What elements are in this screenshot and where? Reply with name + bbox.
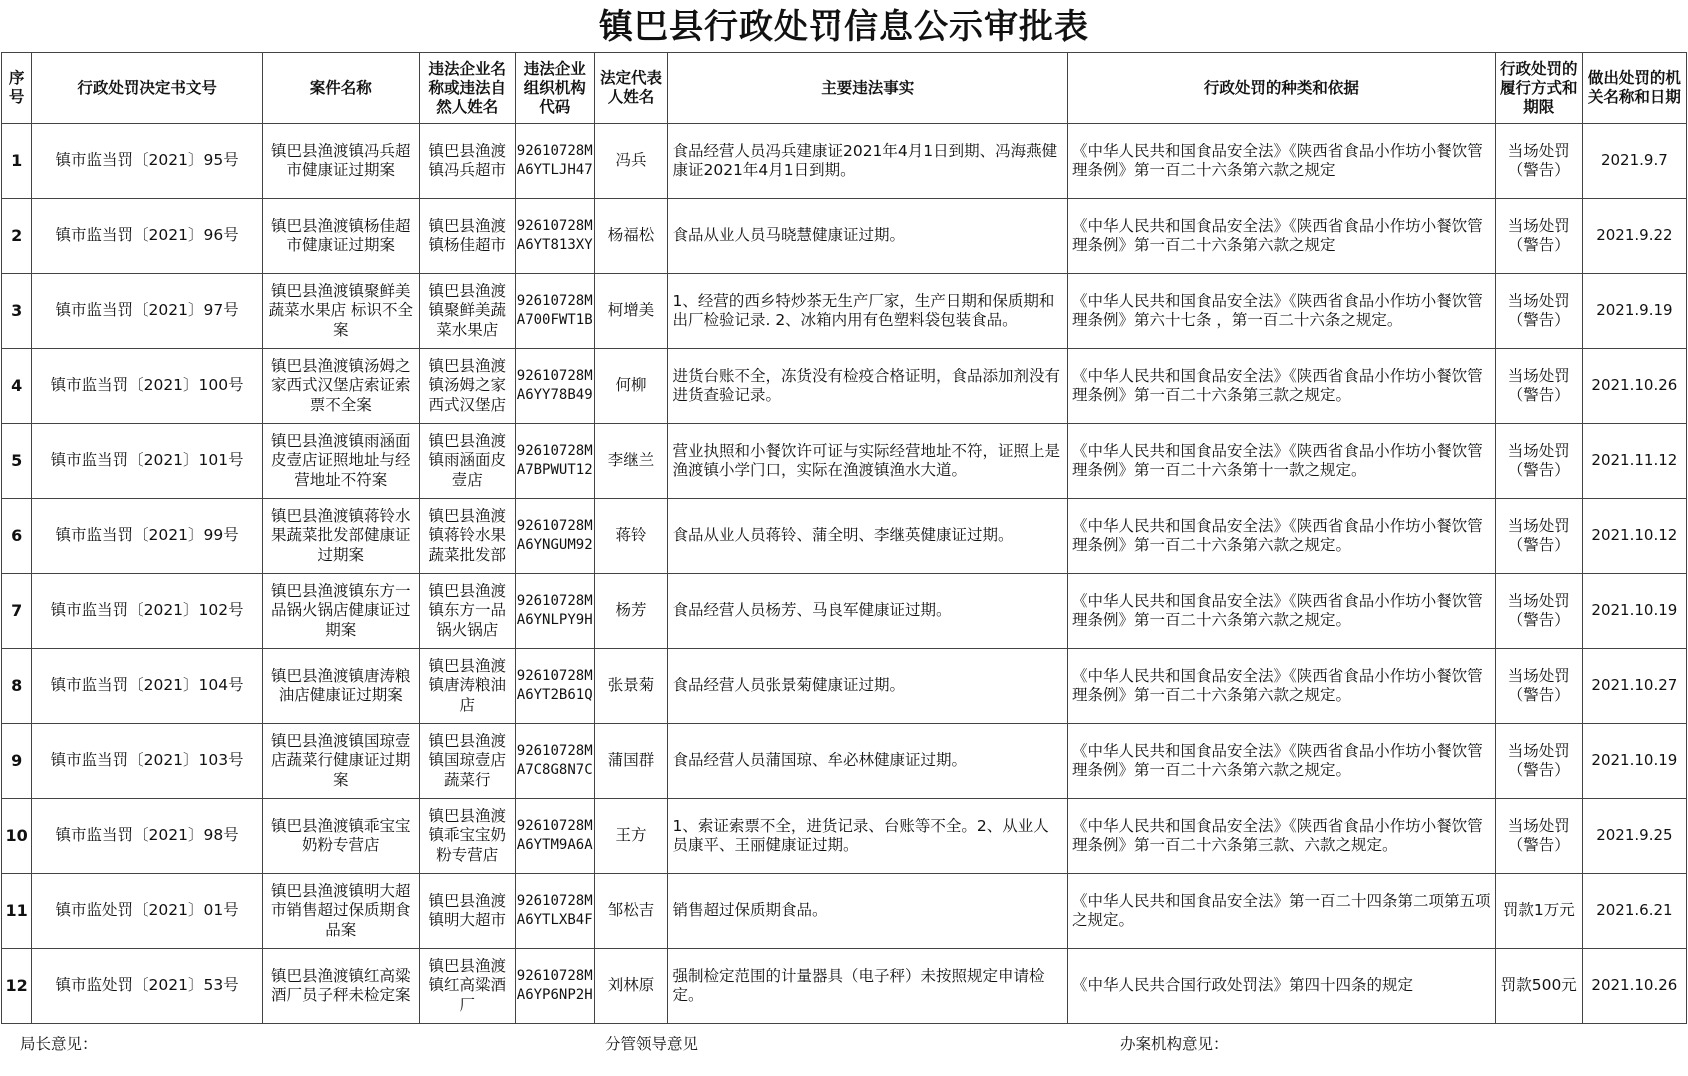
- cell-seq: 4: [2, 349, 32, 424]
- cell-seq: 9: [2, 724, 32, 799]
- cell-org-code: 92610728MA6YTLJH47: [515, 124, 594, 199]
- cell-legal-rep: 杨福松: [594, 199, 668, 274]
- cell-facts: 食品经营人员蒲国琼、牟必林健康证过期。: [668, 724, 1068, 799]
- cell-case-name: 镇巴县渔渡镇唐涛粮油店健康证过期案: [262, 649, 419, 724]
- cell-doc-no: 镇市监当罚〔2021〕95号: [32, 124, 263, 199]
- cell-facts: 强制检定范围的计量器具（电子秤）未按照规定申请检定。: [668, 949, 1068, 1024]
- cell-basis: 《中华人民共和国食品安全法》《陕西省食品小作坊小餐饮管理条例》第一百二十六条第六款之规定。: [1067, 724, 1495, 799]
- cell-case-name: 镇巴县渔渡镇蒋铃水果蔬菜批发部健康证过期案: [262, 499, 419, 574]
- cell-party-name: 镇巴县渔渡镇蒋铃水果蔬菜批发部: [419, 499, 515, 574]
- cell-basis: 《中华人民共和国食品安全法》《陕西省食品小作坊小餐饮管理条例》第六十七条 ，第一百二十六条之规定。: [1067, 274, 1495, 349]
- cell-method: 当场处罚（警告）: [1495, 424, 1582, 499]
- cell-seq: 8: [2, 649, 32, 724]
- cell-doc-no: 镇市监当罚〔2021〕98号: [32, 799, 263, 874]
- cell-date: 2021.11.12: [1582, 424, 1686, 499]
- cell-method: 罚款1万元: [1495, 874, 1582, 949]
- cell-doc-no: 镇市监处罚〔2021〕01号: [32, 874, 263, 949]
- cell-case-name: 镇巴县渔渡镇雨涵面皮壹店证照地址与经营地址不符案: [262, 424, 419, 499]
- cell-legal-rep: 邹松吉: [594, 874, 668, 949]
- cell-case-name: 镇巴县渔渡镇乖宝宝奶粉专营店: [262, 799, 419, 874]
- cell-date: 2021.9.19: [1582, 274, 1686, 349]
- header-authority-date: 做出处罚的机关名称和日期: [1582, 53, 1686, 124]
- penalty-table: [1, 52, 1687, 1024]
- cell-case-name: 镇巴县渔渡镇汤姆之家西式汉堡店索证索票不全案: [262, 349, 419, 424]
- table-row: [2, 799, 1687, 874]
- cell-org-code: 92610728MA6YNGUM92: [515, 499, 594, 574]
- cell-party-name: 镇巴县渔渡镇雨涵面皮壹店: [419, 424, 515, 499]
- cell-org-code: 92610728MA6YTLXB4F: [515, 874, 594, 949]
- cell-seq: 7: [2, 574, 32, 649]
- cell-org-code: 92610728MA7C8G8N7C: [515, 724, 594, 799]
- table-row: [2, 424, 1687, 499]
- cell-basis: 《中华人民共和国食品安全法》《陕西省食品小作坊小餐饮管理条例》第一百二十六条第六款之规定。: [1067, 499, 1495, 574]
- cell-date: 2021.10.26: [1582, 949, 1686, 1024]
- table-row: [2, 499, 1687, 574]
- cell-seq: 2: [2, 199, 32, 274]
- cell-party-name: 镇巴县渔渡镇汤姆之家西式汉堡店: [419, 349, 515, 424]
- cell-facts: 食品经营人员杨芳、马良军健康证过期。: [668, 574, 1068, 649]
- cell-legal-rep: 李继兰: [594, 424, 668, 499]
- cell-date: 2021.6.21: [1582, 874, 1686, 949]
- cell-basis: 《中华人民共和国食品安全法》《陕西省食品小作坊小餐饮管理条例》第一百二十六条第六款之规定: [1067, 199, 1495, 274]
- table-row: [2, 349, 1687, 424]
- table-row: [2, 649, 1687, 724]
- cell-org-code: 92610728MA6YT2B61Q: [515, 649, 594, 724]
- director-opinion-label: 局长意见：: [20, 1035, 98, 1053]
- cell-legal-rep: 柯增美: [594, 274, 668, 349]
- header-legal-rep: 法定代表人姓名: [594, 53, 668, 124]
- header-row: [2, 53, 1687, 124]
- cell-method: 当场处罚（警告）: [1495, 724, 1582, 799]
- cell-doc-no: 镇市监当罚〔2021〕103号: [32, 724, 263, 799]
- cell-seq: 10: [2, 799, 32, 874]
- cell-case-name: 镇巴县渔渡镇聚鲜美蔬菜水果店 标识不全案: [262, 274, 419, 349]
- cell-basis: 《中华人民共和国食品安全法》《陕西省食品小作坊小餐饮管理条例》第一百二十六条第六款之规定。: [1067, 649, 1495, 724]
- table-row: [2, 949, 1687, 1024]
- cell-doc-no: 镇市监当罚〔2021〕101号: [32, 424, 263, 499]
- header-org-code: 违法企业组织机构代码: [515, 53, 594, 124]
- cell-legal-rep: 冯兵: [594, 124, 668, 199]
- cell-method: 当场处罚（警告）: [1495, 799, 1582, 874]
- cell-facts: 食品经营人员冯兵建康证2021年4月1日到期、冯海燕健康证2021年4月1日到期。: [668, 124, 1068, 199]
- table-row: [2, 874, 1687, 949]
- cell-basis: 《中华人民共和国食品安全法》《陕西省食品小作坊小餐饮管理条例》第一百二十六条第十一款之规定。: [1067, 424, 1495, 499]
- cell-date: 2021.10.19: [1582, 574, 1686, 649]
- cell-case-name: 镇巴县渔渡镇明大超市销售超过保质期食品案: [262, 874, 419, 949]
- cell-party-name: 镇巴县渔渡镇东方一品锅火锅店: [419, 574, 515, 649]
- cell-legal-rep: 张景菊: [594, 649, 668, 724]
- cell-method: 当场处罚（警告）: [1495, 199, 1582, 274]
- cell-org-code: 92610728MA6YY78B49: [515, 349, 594, 424]
- cell-party-name: 镇巴县渔渡镇明大超市: [419, 874, 515, 949]
- cell-method: 当场处罚（警告）: [1495, 574, 1582, 649]
- cell-legal-rep: 何柳: [594, 349, 668, 424]
- cell-party-name: 镇巴县渔渡镇杨佳超市: [419, 199, 515, 274]
- cell-party-name: 镇巴县渔渡镇国琼壹店蔬菜行: [419, 724, 515, 799]
- cell-doc-no: 镇市监当罚〔2021〕100号: [32, 349, 263, 424]
- cell-party-name: 镇巴县渔渡镇乖宝宝奶粉专营店: [419, 799, 515, 874]
- header-seq: 序号: [2, 53, 32, 124]
- cell-basis: 《中华人民共和国食品安全法》《陕西省食品小作坊小餐饮管理条例》第一百二十六条第六款之规定。: [1067, 574, 1495, 649]
- cell-date: 2021.10.26: [1582, 349, 1686, 424]
- cell-legal-rep: 蒋铃: [594, 499, 668, 574]
- cell-legal-rep: 刘林原: [594, 949, 668, 1024]
- header-basis: 行政处罚的种类和依据: [1067, 53, 1495, 124]
- cell-basis: 《中华人民共和国食品安全法》第一百二十四条第二项第五项之规定。: [1067, 874, 1495, 949]
- cell-case-name: 镇巴县渔渡镇国琼壹店蔬菜行健康证过期案: [262, 724, 419, 799]
- cell-party-name: 镇巴县渔渡镇冯兵超市: [419, 124, 515, 199]
- cell-case-name: 镇巴县渔渡镇冯兵超市健康证过期案: [262, 124, 419, 199]
- cell-method: 当场处罚（警告）: [1495, 649, 1582, 724]
- table-row: [2, 124, 1687, 199]
- cell-facts: 食品从业人员蒋铃、蒲全明、李继英健康证过期。: [668, 499, 1068, 574]
- cell-doc-no: 镇市监当罚〔2021〕97号: [32, 274, 263, 349]
- cell-facts: 食品经营人员张景菊健康证过期。: [668, 649, 1068, 724]
- cell-seq: 3: [2, 274, 32, 349]
- cell-method: 罚款500元: [1495, 949, 1582, 1024]
- cell-facts: 1、索证索票不全，进货记录、台账等不全。2、从业人员康平、王丽健康证过期。: [668, 799, 1068, 874]
- cell-date: 2021.9.7: [1582, 124, 1686, 199]
- cell-party-name: 镇巴县渔渡镇聚鲜美蔬菜水果店: [419, 274, 515, 349]
- cell-party-name: 镇巴县渔渡镇唐涛粮油店: [419, 649, 515, 724]
- cell-legal-rep: 蒲国群: [594, 724, 668, 799]
- cell-doc-no: 镇市监当罚〔2021〕99号: [32, 499, 263, 574]
- cell-basis: 《中华人民共和国食品安全法》《陕西省食品小作坊小餐饮管理条例》第一百二十六条第三款之规定。: [1067, 349, 1495, 424]
- cell-seq: 12: [2, 949, 32, 1024]
- cell-org-code: 92610728MA6YP6NP2H: [515, 949, 594, 1024]
- cell-facts: 销售超过保质期食品。: [668, 874, 1068, 949]
- cell-org-code: 92610728MA700FWT1B: [515, 274, 594, 349]
- cell-basis: 《中华人民共合国行政处罚法》第四十四条的规定: [1067, 949, 1495, 1024]
- cell-method: 当场处罚（警告）: [1495, 349, 1582, 424]
- table-row: [2, 274, 1687, 349]
- cell-date: 2021.10.27: [1582, 649, 1686, 724]
- table-row: [2, 724, 1687, 799]
- header-party-name: 违法企业名称或违法自然人姓名: [419, 53, 515, 124]
- table-row: [2, 199, 1687, 274]
- cell-org-code: 92610728MA6YNLPY9H: [515, 574, 594, 649]
- office-opinion-label: 办案机构意见：: [1120, 1035, 1229, 1053]
- table-row: [2, 574, 1687, 649]
- cell-doc-no: 镇市监当罚〔2021〕102号: [32, 574, 263, 649]
- cell-method: 当场处罚（警告）: [1495, 274, 1582, 349]
- cell-org-code: 92610728MA7BPWUT12: [515, 424, 594, 499]
- cell-seq: 1: [2, 124, 32, 199]
- cell-facts: 食品从业人员马晓慧健康证过期。: [668, 199, 1068, 274]
- cell-case-name: 镇巴县渔渡镇东方一品锅火锅店健康证过期案: [262, 574, 419, 649]
- leader-opinion-label: 分管领导意见: [605, 1035, 699, 1053]
- header-case-name: 案件名称: [262, 53, 419, 124]
- header-method: 行政处罚的履行方式和期限: [1495, 53, 1582, 124]
- cell-basis: 《中华人民共和国食品安全法》《陕西省食品小作坊小餐饮管理条例》第一百二十六条第三款、六款之规定。: [1067, 799, 1495, 874]
- header-doc-no: 行政处罚决定书文号: [32, 53, 263, 124]
- cell-date: 2021.9.25: [1582, 799, 1686, 874]
- cell-org-code: 92610728MA6YT813XY: [515, 199, 594, 274]
- cell-method: 当场处罚（警告）: [1495, 499, 1582, 574]
- cell-case-name: 镇巴县渔渡镇红高粱酒厂员子秤未检定案: [262, 949, 419, 1024]
- cell-doc-no: 镇市监处罚〔2021〕53号: [32, 949, 263, 1024]
- cell-date: 2021.10.19: [1582, 724, 1686, 799]
- cell-legal-rep: 杨芳: [594, 574, 668, 649]
- cell-date: 2021.10.12: [1582, 499, 1686, 574]
- page-title: 镇巴县行政处罚信息公示审批表: [599, 7, 1089, 47]
- cell-method: 当场处罚（警告）: [1495, 124, 1582, 199]
- cell-facts: 1、经营的西乡特炒茶无生产厂家，生产日期和保质期和出厂检验记录. 2、冰箱内用有色塑料袋包装食品。: [668, 274, 1068, 349]
- header-facts: 主要违法事实: [668, 53, 1068, 124]
- cell-basis: 《中华人民共和国食品安全法》《陕西省食品小作坊小餐饮管理条例》第一百二十六条第六款之规定: [1067, 124, 1495, 199]
- cell-doc-no: 镇市监当罚〔2021〕96号: [32, 199, 263, 274]
- cell-case-name: 镇巴县渔渡镇杨佳超市健康证过期案: [262, 199, 419, 274]
- cell-legal-rep: 王方: [594, 799, 668, 874]
- cell-seq: 5: [2, 424, 32, 499]
- cell-party-name: 镇巴县渔渡镇红高粱酒厂: [419, 949, 515, 1024]
- cell-seq: 11: [2, 874, 32, 949]
- cell-seq: 6: [2, 499, 32, 574]
- cell-facts: 营业执照和小餐饮许可证与实际经营地址不符，证照上是渔渡镇小学门口，实际在渔渡镇渔水大道。: [668, 424, 1068, 499]
- cell-org-code: 92610728MA6YTM9A6A: [515, 799, 594, 874]
- cell-doc-no: 镇市监当罚〔2021〕104号: [32, 649, 263, 724]
- cell-date: 2021.9.22: [1582, 199, 1686, 274]
- cell-facts: 进货台账不全，冻货没有检疫合格证明，食品添加剂没有进货查验记录。: [668, 349, 1068, 424]
